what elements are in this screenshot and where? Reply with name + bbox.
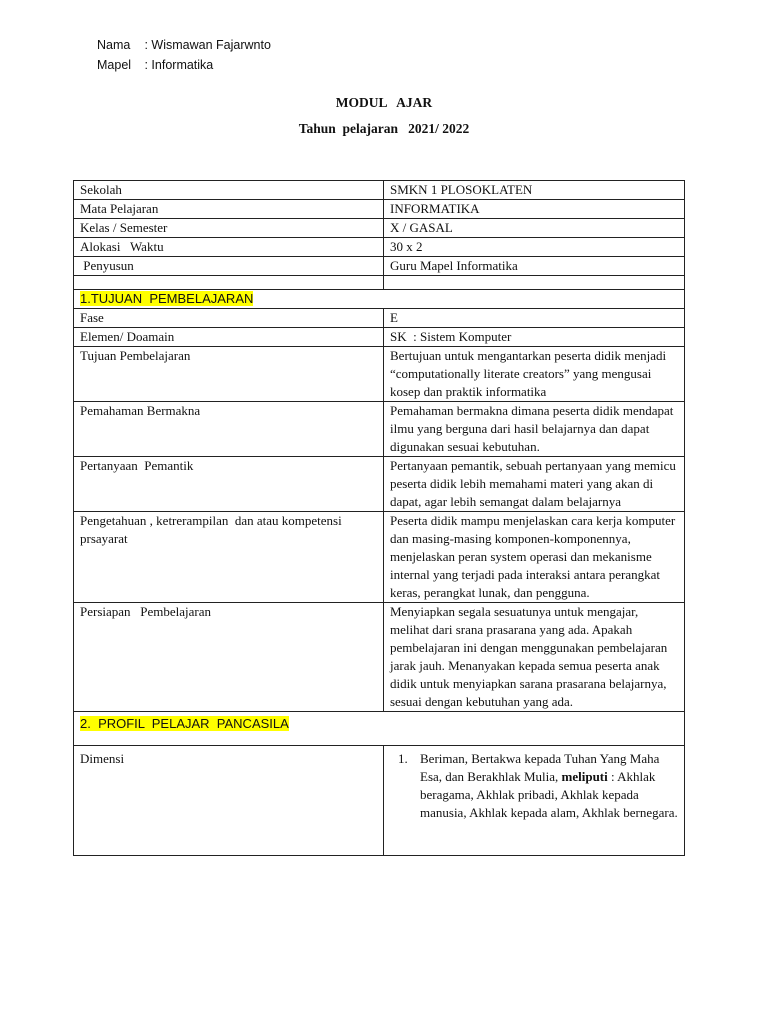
cell-label: Kelas / Semester — [74, 219, 384, 238]
cell-label: Elemen/ Doamain — [74, 328, 384, 347]
cell-value: Pemahaman bermakna dimana peserta didik mendapat ilmu yang berguna dari hasil belajarnya dan dapat digunakan sesuai kebutuhan. — [384, 402, 685, 457]
nama-label: Nama — [97, 38, 131, 52]
list-text-bold: meliputi — [561, 769, 608, 784]
cell-value: Guru Mapel Informatika — [384, 257, 685, 276]
table-row — [74, 512, 685, 603]
cell-label: Alokasi Waktu — [74, 238, 384, 257]
table-row — [74, 746, 685, 856]
cell-label: Mata Pelajaran — [74, 200, 384, 219]
cell-label: Dimensi — [74, 746, 384, 856]
mapel-value: : Informatika — [144, 58, 214, 72]
list-text-a: Beriman, Bertakwa kepada Tuhan Yang Maha Esa, dan Berakhlak Mulia, — [420, 751, 660, 784]
cell-label: Sekolah — [74, 181, 384, 200]
table-row — [74, 347, 685, 402]
cell-label: Persiapan Pembelajaran — [74, 603, 384, 712]
subject-line — [97, 58, 213, 72]
section-row — [74, 290, 685, 309]
nama-value: : Wismawan Fajarwnto — [144, 38, 271, 52]
table-row — [74, 257, 685, 276]
table-row — [74, 181, 685, 200]
cell-value: Menyiapkan segala sesuatunya untuk mengajar, melihat dari srana prasarana yang ada. Apakah pembelajaran ini dengan menggunakan pembelajaran jarak jauh. Menanyakan kepada semua peserta anak didik untuk menyiapkan sarana prasarana belajarnya, sesuai dengan kebutuhan yang ada. — [384, 603, 685, 712]
cell-value: SMKN 1 PLOSOKLATEN — [384, 181, 685, 200]
dimension-list — [390, 750, 678, 822]
cell-value: 30 x 2 — [384, 238, 685, 257]
table-row — [74, 603, 685, 712]
cell-value — [384, 746, 685, 856]
table-row — [74, 309, 685, 328]
module-table — [73, 180, 685, 856]
list-item — [390, 750, 678, 822]
mapel-label: Mapel — [97, 58, 132, 72]
cell-label: Pertanyaan Pemantik — [74, 457, 384, 512]
table-row — [74, 402, 685, 457]
cell-label: Pemahaman Bermakna — [74, 402, 384, 457]
list-number: 1. — [398, 751, 408, 766]
author-line — [97, 38, 271, 52]
cell-value: X / GASAL — [384, 219, 685, 238]
cell-value: E — [384, 309, 685, 328]
table-row — [74, 200, 685, 219]
cell-label: Tujuan Pembelajaran — [74, 347, 384, 402]
cell-value: INFORMATIKA — [384, 200, 685, 219]
list-text-b: : Akhlak beragama, Akhlak pribadi, Akhlak kepada manusia, Akhlak kepada alam, Akhlak bernegara. — [420, 769, 678, 820]
table-row — [74, 457, 685, 512]
table-row — [74, 328, 685, 347]
cell-label: Fase — [74, 309, 384, 328]
cell-value: Peserta didik mampu menjelaskan cara kerja komputer dan masing-masing komponen-komponennya, menjelaskan peran system operasi dan mekanisme internal yang terjadi pada interaksi antara perangkat keras, perangkat lunak, dan pengguna. — [384, 512, 685, 603]
table-row-empty — [74, 276, 685, 290]
cell-value: SK : Sistem Komputer — [384, 328, 685, 347]
section-heading-profil: 2. PROFIL PELAJAR PANCASILA — [80, 716, 289, 731]
cell-label: Pengetahuan , ketrerampilan dan atau kompetensi prsayarat — [74, 512, 384, 603]
section-heading-tujuan: 1.TUJUAN PEMBELAJARAN — [80, 291, 254, 306]
section-row — [74, 712, 685, 746]
document-subtitle: Tahun pelajaran 2021/ 2022 — [298, 121, 470, 136]
cell-value: Bertujuan untuk mengantarkan peserta didik menjadi “computationally literate creators” yang mengusai kosep dan praktik informatika — [384, 347, 685, 402]
table-row — [74, 238, 685, 257]
document-title: MODUL AJAR — [335, 95, 433, 110]
cell-label: Penyusun — [74, 257, 384, 276]
cell-value: Pertanyaan pemantik, sebuah pertanyaan yang memicu peserta didik lebih memahami materi yang akan di dapat, agar lebih semangat dalam belajarnya — [384, 457, 685, 512]
table-row — [74, 219, 685, 238]
